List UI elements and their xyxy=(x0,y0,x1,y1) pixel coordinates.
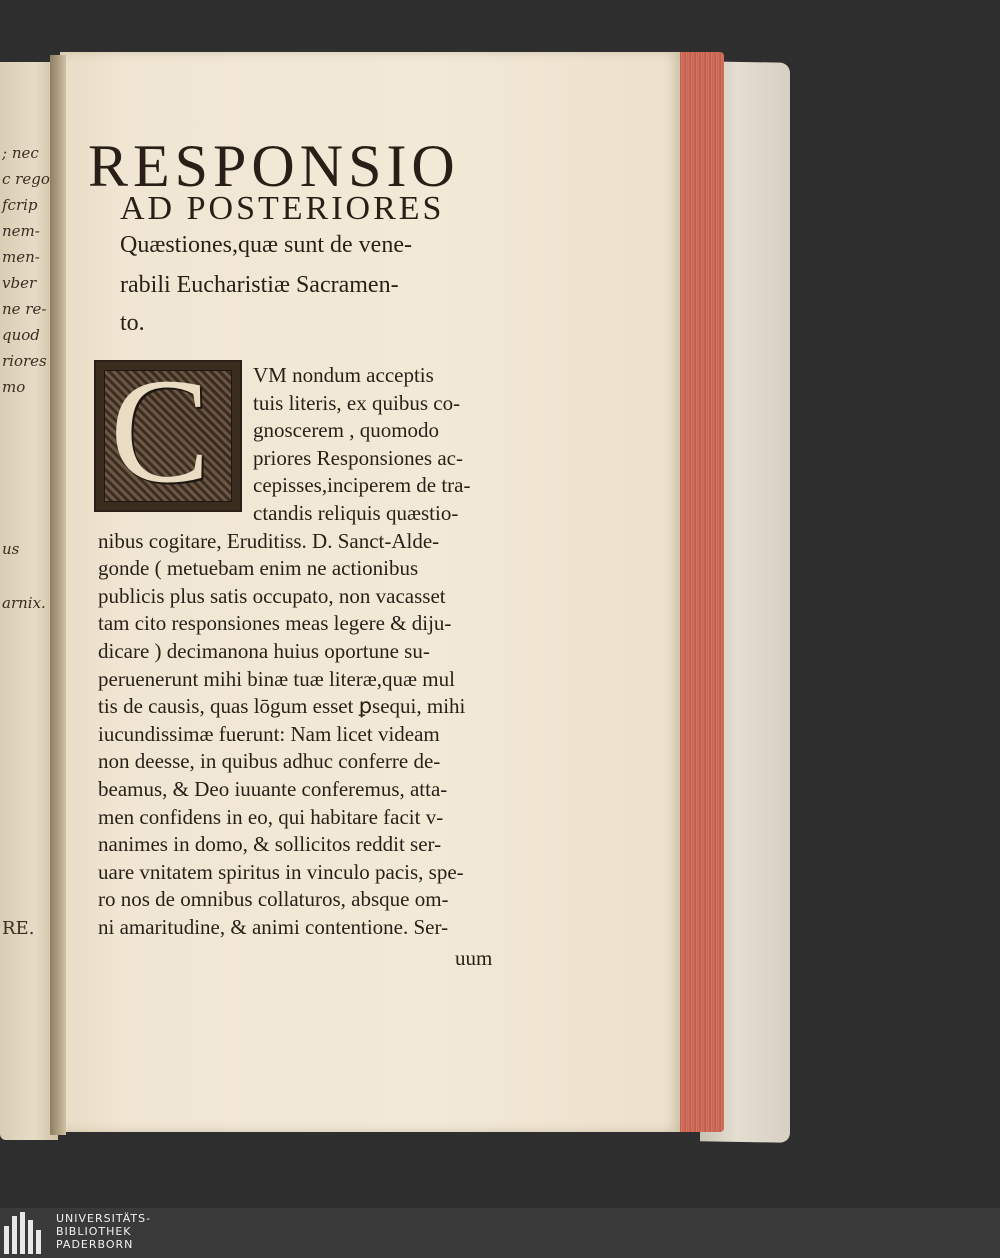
left-fragment: ; nec xyxy=(2,144,39,162)
decorated-initial xyxy=(94,348,242,514)
left-fragment: riores xyxy=(2,352,47,370)
body-line: tam cito responsiones meas legere & diju- xyxy=(98,611,452,636)
library-name xyxy=(56,1212,151,1251)
left-fragment: fcrip xyxy=(2,196,38,214)
left-fragment: arnix. xyxy=(2,594,46,612)
left-fragment: men- xyxy=(2,248,40,266)
subtitle-line: to. xyxy=(120,310,145,336)
left-fragment: RE. xyxy=(2,918,35,939)
body-line: beamus, & Deo iuuante conferemus, atta- xyxy=(98,777,448,801)
body-line: peruenerunt mihi binæ tuæ literæ,quæ mul xyxy=(98,666,455,691)
body-line: publicis plus satis occupato, non vacasset xyxy=(98,583,446,608)
body-line: cepisses,inciperem de tra- xyxy=(253,473,471,498)
body-line: gnoscerem , quomodo xyxy=(253,418,440,443)
body-line: dicare ) decimanona huius oportune su- xyxy=(98,639,430,663)
body-line: ctandis reliquis quæstio- xyxy=(253,501,459,525)
subtitle-line: Quæstiones,quæ sunt de vene- xyxy=(120,232,412,258)
left-fragment: ne re- xyxy=(2,300,47,318)
left-fragment: nem- xyxy=(2,222,40,240)
left-fragment: us xyxy=(2,540,20,558)
left-fragment: quod xyxy=(2,326,40,344)
body-line: non deesse, in quibus adhuc conferre de- xyxy=(98,749,441,774)
left-fragment: vber xyxy=(2,274,37,292)
library-name-line: UNIVERSITÄTS- xyxy=(56,1212,152,1225)
body-line: ni amaritudine, & animi contentione. Ser- xyxy=(98,915,449,939)
subtitle-line: rabili Eucharistiæ Sacramen- xyxy=(120,272,399,298)
body-line: ro nos de omnibus collaturos, absque om- xyxy=(98,887,449,912)
library-name-line: BIBLIOTHEK xyxy=(56,1225,132,1238)
body-line: nanimes in domo, & sollicitos reddit ser- xyxy=(98,832,442,857)
library-name-line: PADERBORN xyxy=(56,1238,134,1251)
initial-letter: C xyxy=(110,348,211,514)
body-line: nibus cogitare, Eruditiss. D. Sanct-Alde- xyxy=(98,528,440,553)
body-line: men confidens in eo, qui habitare facit v- xyxy=(98,804,444,829)
body-line: iucundissimæ fuerunt: Nam licet videam xyxy=(98,721,440,746)
body-line: priores Responsiones ac- xyxy=(253,445,463,470)
body-line: VM nondum acceptis xyxy=(253,363,434,387)
library-logo-icon xyxy=(4,1212,44,1254)
binding-gutter xyxy=(50,55,66,1135)
body-line: uare vnitatem spiritus in vinculo pacis, spe- xyxy=(98,859,464,884)
catchword: uum xyxy=(455,945,493,970)
recto-page xyxy=(60,52,680,1132)
footer-bar xyxy=(0,1208,1000,1258)
page-title: RESPONSIO xyxy=(88,133,460,199)
body-line: tis de causis, quas lōgum esset ꝑsequi, mihi xyxy=(98,694,466,719)
body-line: gonde ( metuebam enim ne actionibus xyxy=(98,556,419,581)
body-line: tuis literis, ex quibus co- xyxy=(253,390,461,415)
left-fragment: mo xyxy=(2,378,26,396)
left-fragment: c rego xyxy=(2,170,50,188)
page-subtitle: AD POSTERIORES xyxy=(120,190,445,227)
